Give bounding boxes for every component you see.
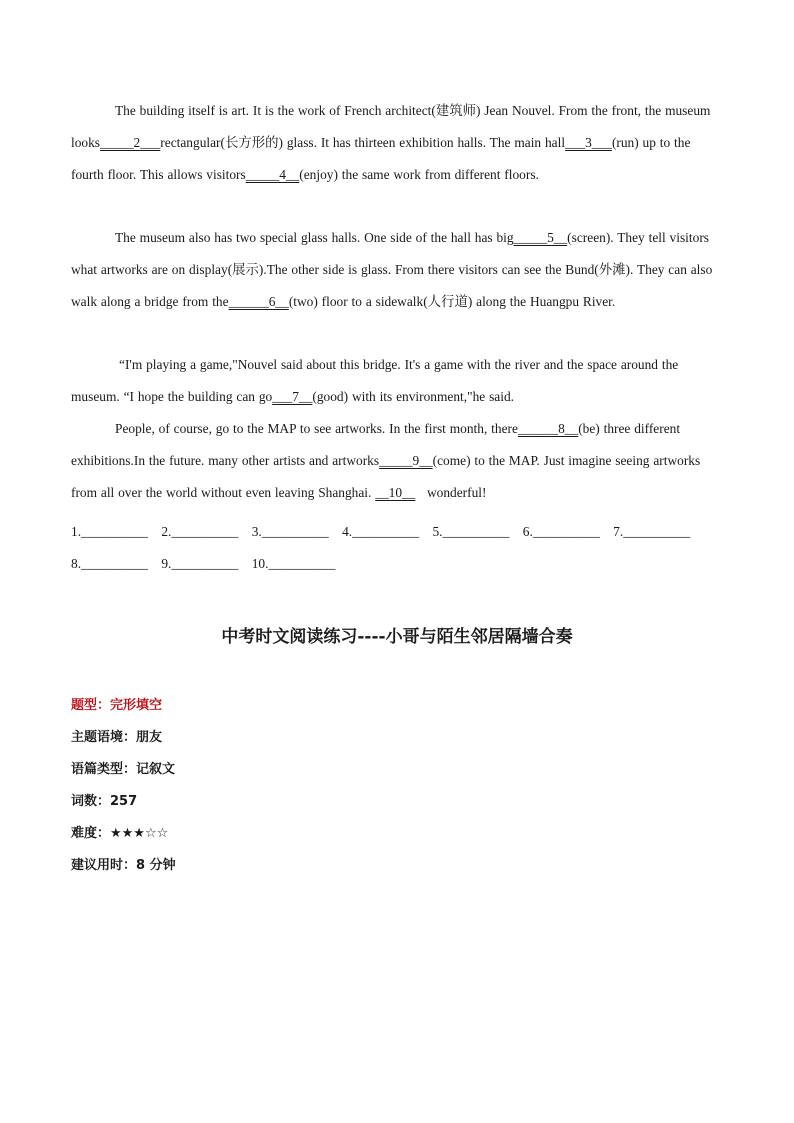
passage-text: (come) to the MAP. Just imagine seeing artworks from all over the world without even leaving Shanghai. <box>71 452 701 500</box>
answer-line-9: 9.__________ <box>161 556 239 571</box>
text-genre: 语篇类型：记叙文 <box>71 762 176 777</box>
blank-3: ___3___ <box>565 134 612 150</box>
answer-line-8: 8.__________ <box>71 556 148 571</box>
passage-text: (two) floor to a sidewalk(人行道) along the Huangpu River. <box>288 293 616 309</box>
passage-text: (screen). They tell visitors what artworks are on display(展示).The other side is glass. From there visitors can see the Bund(外滩). They can also walk along a bridge from the <box>71 230 713 309</box>
question-type: 题型：完形填空 <box>71 698 163 713</box>
passage-text: The building itself is art. It is the work of French architect(建筑师) Jean Nouvel. From the front, the museum looks <box>71 103 711 150</box>
answer-line-2: 2.__________ <box>161 524 239 539</box>
blank-4: _____4__ <box>245 166 300 182</box>
passage-paragraph-3 <box>71 349 723 413</box>
blank-8: ______8__ <box>517 421 579 436</box>
difficulty-rating: 难度：★★★☆☆ <box>71 826 169 841</box>
answer-line-1: 1.__________ <box>71 524 148 539</box>
answer-line-5: 5.__________ <box>432 524 510 539</box>
theme-context: 主题语境：朋友 <box>71 730 163 745</box>
answer-line-7: 7.__________ <box>613 524 691 539</box>
suggested-time: 建议用时：8 分钟 <box>71 858 176 873</box>
passage-text: (enjoy) the same work from different floors. <box>299 166 539 182</box>
word-count: 词数：257 <box>71 794 138 809</box>
blank-9: _____9__ <box>379 452 433 468</box>
passage-text: “I'm playing a game,"Nouvel said about this bridge. It's a game with the river and the space around the museum. “I hope the building can go <box>71 357 679 404</box>
blank-5: _____5__ <box>513 230 568 245</box>
passage-paragraph-4 <box>71 413 723 508</box>
blank-6: ______6__ <box>228 293 289 309</box>
section-title: 中考时文阅读练习----小哥与陌生邻居隔墙合奏 <box>221 627 573 647</box>
passage-text: (good) with its environment,"he said. <box>312 388 514 404</box>
passage-text: The museum also has two special glass halls. One side of the hall has big <box>115 230 514 245</box>
passage-text: People, of course, go to the MAP to see artworks. In the first month, there <box>115 421 518 436</box>
answer-line-3: 3.__________ <box>251 524 329 539</box>
passage-text: (run) up to the fourth floor. This allows visitors <box>71 134 691 182</box>
blank-7: ___7__ <box>272 388 313 404</box>
passage-paragraph-1 <box>71 95 723 190</box>
answer-line-6: 6.__________ <box>522 524 600 539</box>
answer-line-10: 10.__________ <box>251 556 336 571</box>
answer-lines <box>71 516 727 580</box>
answer-line-4: 4.__________ <box>342 524 420 539</box>
passage-paragraph-2 <box>71 222 723 317</box>
blank-2: _____2___ <box>100 134 161 150</box>
passage-text: rectangular(长方形的) glass. It has thirteen exhibition halls. The main hall <box>160 134 566 150</box>
passage-text: (be) three different exhibitions.In the future. many other artists and artworks <box>71 421 681 468</box>
passage-text: wonderful! <box>426 484 487 500</box>
blank-10: __10__ <box>375 484 416 500</box>
